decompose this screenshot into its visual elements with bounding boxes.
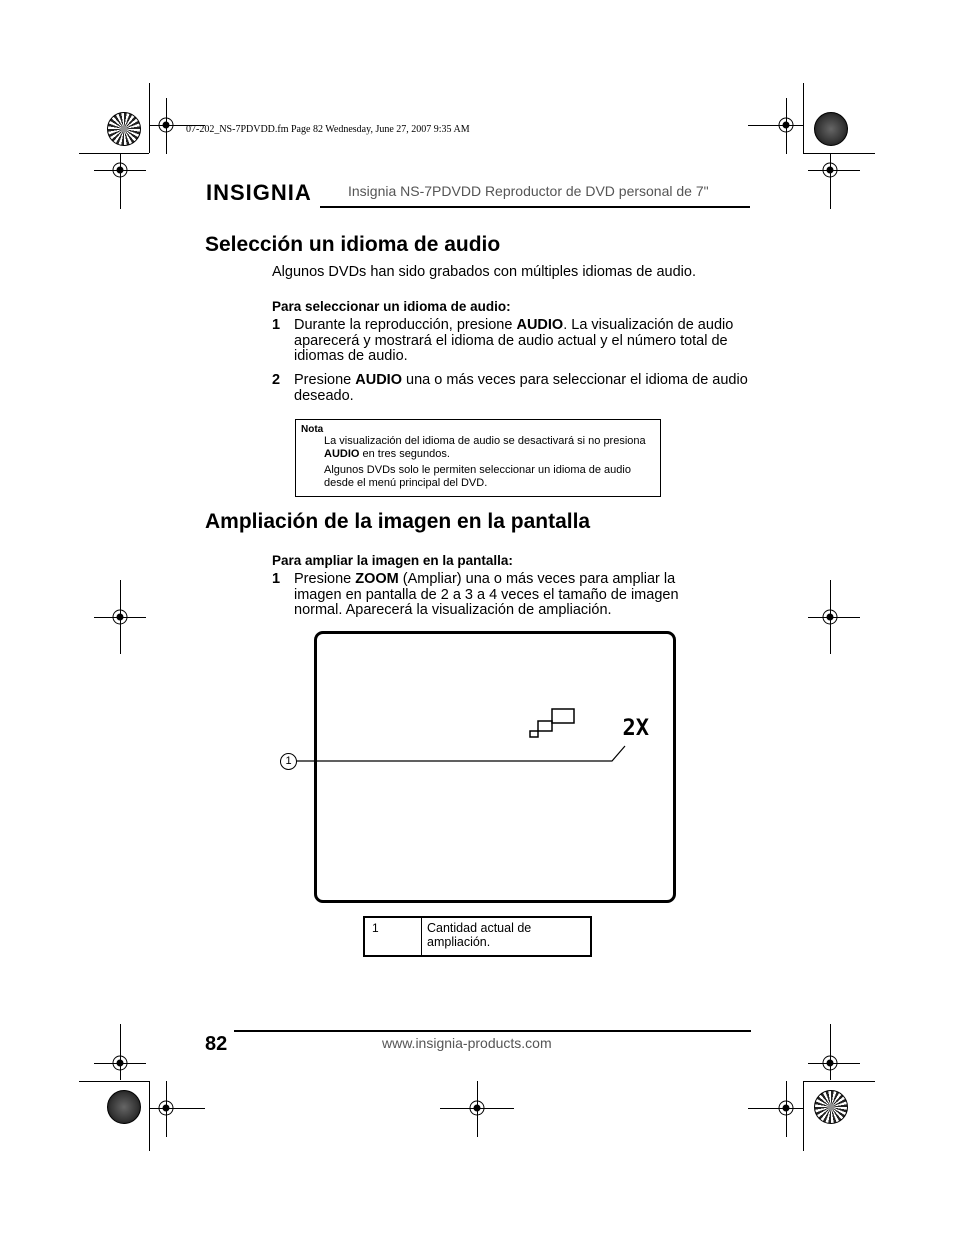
zoom-level-text: 2X xyxy=(622,716,649,741)
section-heading-zoom: Ampliación de la imagen en la pantalla xyxy=(205,510,591,533)
step-text: Durante la reproducción, presione AUDIO. La visualización de audio aparecerá y mostrará el idioma de audio actual y el número total de idiomas de audio. xyxy=(294,317,734,364)
step-text: Presione AUDIO una o más veces para seleccionar el idioma de audio deseado. xyxy=(294,372,748,404)
footer-divider xyxy=(234,1030,751,1032)
subheading-audio: Para seleccionar un idioma de audio: xyxy=(272,299,511,314)
note-line-2: Algunos DVDs solo le permiten seleccionar un idioma de audio desde el menú principal del DVD. xyxy=(324,464,631,489)
section-heading-audio: Selección un idioma de audio xyxy=(205,233,501,256)
step-number: 2 xyxy=(272,372,281,388)
callout-number: 1 xyxy=(280,753,297,770)
subheading-zoom: Para ampliar la imagen en la pantalla: xyxy=(272,553,513,568)
step-number: 1 xyxy=(272,571,281,587)
footer-url: www.insignia-products.com xyxy=(382,1035,552,1051)
header-title: Insignia NS-7PDVDD Reproductor de DVD personal de 7" xyxy=(348,183,709,199)
step-text: Presione ZOOM (Ampliar) una o más veces para ampliar la imagen en pantalla de 2 a 3 a 4 veces el tamaño de imagen normal. Aparecerá la visualización de ampliación. xyxy=(294,571,679,618)
insignia-logo: INSIGNIA xyxy=(206,180,312,205)
legend-description: Cantidad actual de ampliación. xyxy=(427,921,532,949)
legend-number: 1 xyxy=(372,921,379,935)
page-number: 82 xyxy=(205,1033,228,1055)
note-line-1: La visualización del idioma de audio se desactivará si no presiona AUDIO en tres segundos. xyxy=(324,435,646,460)
file-info: 07-202_NS-7PDVDD.fm Page 82 Wednesday, June 27, 2007 9:35 AM xyxy=(186,124,470,135)
intro-text: Algunos DVDs han sido grabados con múltiples idiomas de audio. xyxy=(272,264,696,280)
note-title: Nota xyxy=(301,424,324,435)
legend-table xyxy=(363,916,592,957)
step-number: 1 xyxy=(272,317,281,333)
legend-num-cell xyxy=(365,918,422,955)
